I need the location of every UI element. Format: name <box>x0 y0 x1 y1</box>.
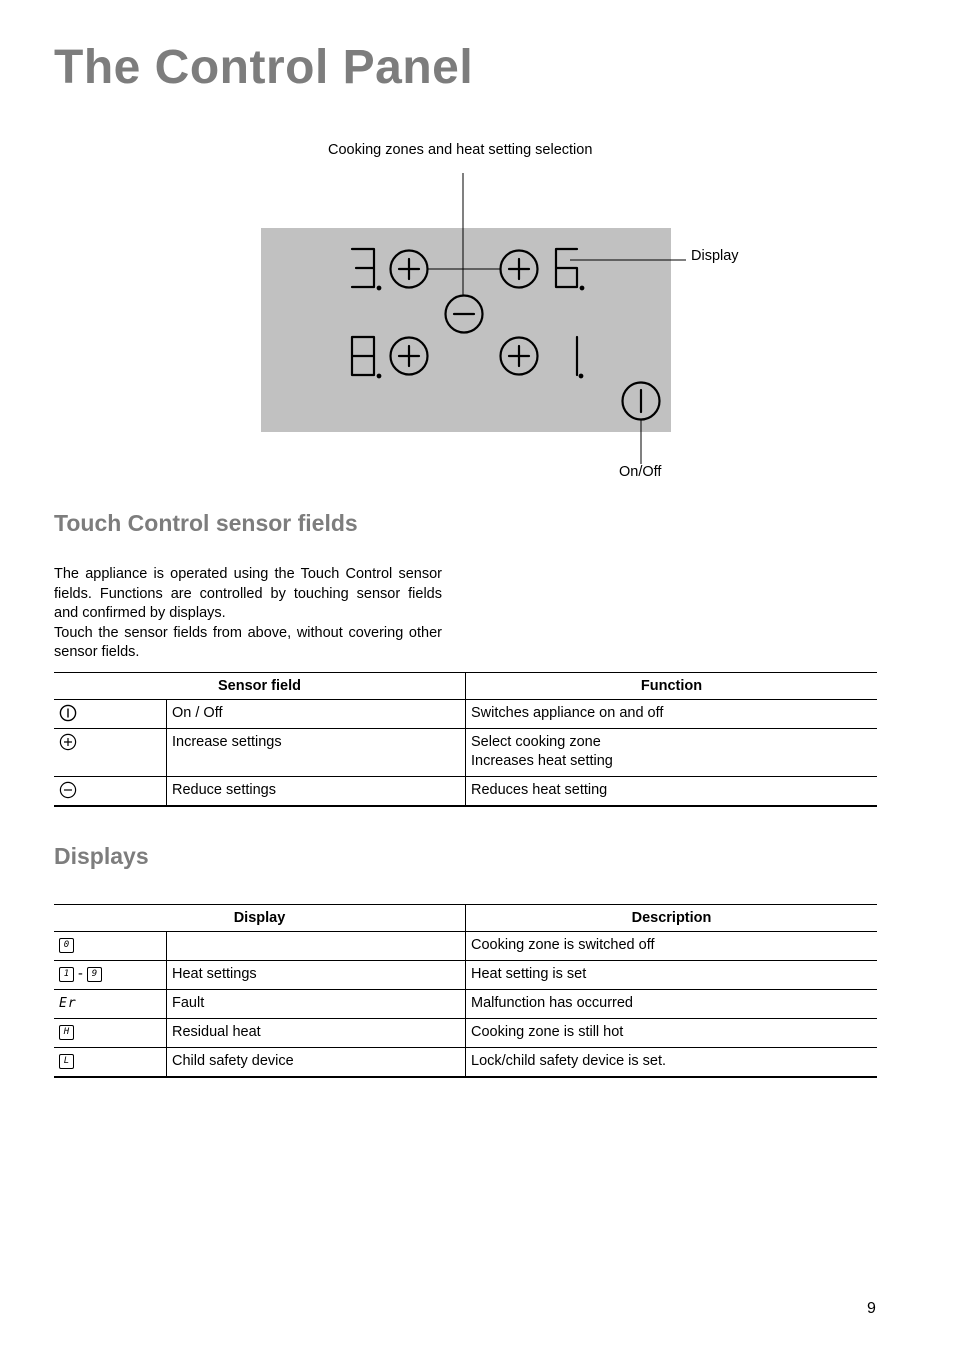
function-line: Increases heat setting <box>471 753 613 769</box>
diagram-label-display: Display <box>691 248 739 264</box>
page-number: 9 <box>867 1300 876 1317</box>
table-cell-name: Residual heat <box>167 1019 466 1048</box>
table-cell-function: Switches appliance on and off <box>466 700 878 729</box>
plus-icon <box>59 733 77 751</box>
display-symbol-residual-heat: H <box>59 1025 74 1040</box>
table-row <box>54 700 877 729</box>
table-row <box>54 1048 877 1078</box>
table-cell-symbol <box>54 990 167 1019</box>
display-symbol-zero: 0 <box>59 938 74 953</box>
table-cell-symbol <box>54 932 167 961</box>
control-panel-surface <box>261 228 671 432</box>
display-table <box>54 904 877 1078</box>
intro-paragraph: Touch the sensor fields from above, without covering other sensor fields. <box>54 624 442 660</box>
table-cell-name: Heat settings <box>167 961 466 990</box>
diagram-label-cooking-zones: Cooking zones and heat setting selection <box>328 142 593 158</box>
display-symbol-nine: 9 <box>87 967 102 982</box>
table-cell-icon <box>54 777 167 807</box>
table-header-sensor-field: Sensor field <box>54 673 466 700</box>
table-cell-description: Malfunction has occurred <box>466 990 878 1019</box>
minus-icon <box>59 781 77 799</box>
table-cell-icon <box>54 700 167 729</box>
page-title: The Control Panel <box>54 41 474 94</box>
display-symbol-lock: L <box>59 1054 74 1069</box>
function-line: Select cooking zone <box>471 734 601 750</box>
intro-paragraph: The appliance is operated using the Touch Control sensor fields. Functions are controlled by touching sensor fields and confirmed by displays. <box>54 566 442 621</box>
table-cell-icon <box>54 729 167 777</box>
power-icon <box>59 704 77 722</box>
table-cell-description: Cooking zone is still hot <box>466 1019 878 1048</box>
table-header-row <box>54 905 877 932</box>
diagram-label-onoff: On/Off <box>619 464 662 480</box>
table-row <box>54 932 877 961</box>
table-row <box>54 1019 877 1048</box>
table-cell-name: Fault <box>167 990 466 1019</box>
table-row <box>54 777 877 807</box>
control-panel-diagram <box>255 165 725 465</box>
table-cell-name: On / Off <box>167 700 466 729</box>
table-cell-symbol <box>54 1019 167 1048</box>
table-cell-function <box>466 729 878 777</box>
table-cell-symbol <box>54 961 167 990</box>
intro-text <box>54 565 442 663</box>
symbol-range-separator: - <box>78 966 83 982</box>
table-header-row <box>54 673 877 700</box>
section-heading-sensor-fields: Touch Control sensor fields <box>54 510 358 536</box>
table-cell-name <box>167 932 466 961</box>
table-cell-description: Cooking zone is switched off <box>466 932 878 961</box>
table-row <box>54 990 877 1019</box>
table-header-function: Function <box>466 673 878 700</box>
sensor-field-table <box>54 672 877 807</box>
display-symbol-one: 1 <box>59 967 74 982</box>
table-cell-description: Lock/child safety device is set. <box>466 1048 878 1078</box>
table-cell-function: Reduces heat setting <box>466 777 878 807</box>
table-cell-name: Child safety device <box>167 1048 466 1078</box>
section-heading-displays: Displays <box>54 843 149 869</box>
table-cell-name: Increase settings <box>167 729 466 777</box>
table-row <box>54 729 877 777</box>
table-cell-symbol <box>54 1048 167 1078</box>
table-row <box>54 961 877 990</box>
table-header-display: Display <box>54 905 466 932</box>
table-cell-description: Heat setting is set <box>466 961 878 990</box>
table-header-description: Description <box>466 905 878 932</box>
table-cell-name: Reduce settings <box>167 777 466 807</box>
display-symbol-error: Er <box>59 996 77 1011</box>
